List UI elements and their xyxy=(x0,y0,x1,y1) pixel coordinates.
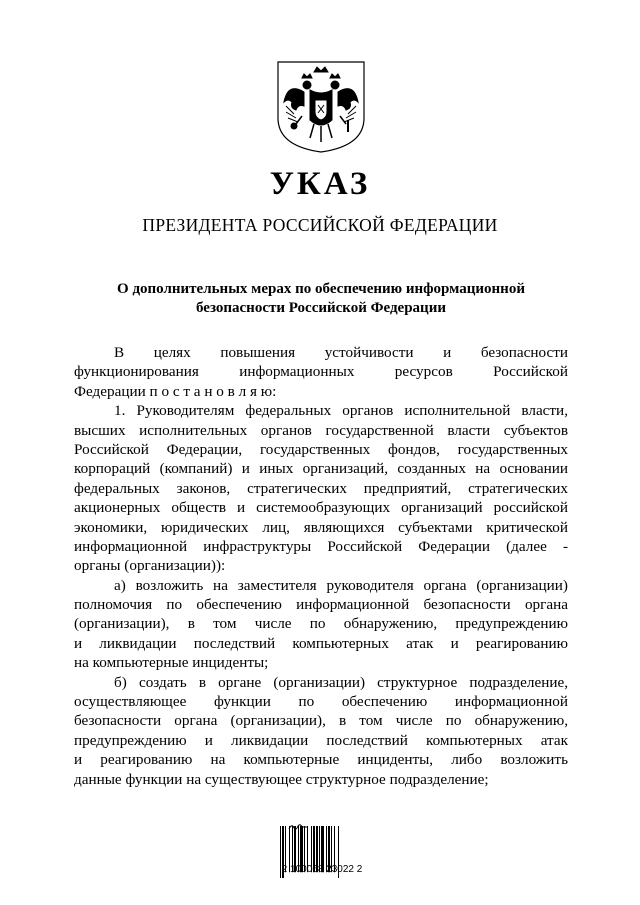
body-line: и ликвидации последствий компьютерных атак и реагированию xyxy=(74,634,568,652)
body-line: а) возложить на заместителя руководителя органа (организации) xyxy=(114,576,568,594)
document-title: УКАЗ xyxy=(269,166,371,202)
body-line: высших исполнительных органов государственной власти субъектов xyxy=(74,421,568,439)
body-line: б) создать в органе (организации) структурное подразделение, xyxy=(114,673,568,691)
body-line: на компьютерные инциденты; xyxy=(74,654,269,672)
body-line: функционирования информационных ресурсов Российской xyxy=(74,363,568,381)
body-line: 1. Руководителям федеральных органов исполнительной власти, xyxy=(114,402,568,420)
heading-line: безопасности Российской Федерации xyxy=(195,300,446,316)
coat-of-arms-icon xyxy=(274,58,368,154)
body-line: и реагированию на компьютерные инциденты, либо возложить xyxy=(74,751,568,769)
heading-line: О дополнительных мерах по обеспечению информационной xyxy=(117,281,525,297)
document-subtitle: ПРЕЗИДЕНТА РОССИЙСКОЙ ФЕДЕРАЦИИ xyxy=(142,215,498,235)
body-line: информационной инфраструктуры Российской Федерации (далее - xyxy=(74,537,568,555)
body-line: экономики, юридических лиц, являющихся субъектами критической xyxy=(74,518,568,536)
body-line: осуществляющее функции по обеспечению информационной xyxy=(74,693,568,711)
body-line: федеральных законов, стратегических предприятий, стратегических xyxy=(74,479,568,497)
decree-body xyxy=(74,343,568,789)
body-line: органы (организации)): xyxy=(74,557,226,575)
body-line: безопасности органа (организации), в том числе по обнаружению, xyxy=(74,712,568,730)
barcode-number: 2 100068 23022 2 xyxy=(281,864,363,875)
body-line: Российской Федерации, государственных фондов, государственных xyxy=(74,440,568,458)
body-line: полномочия по обеспечению информационной безопасности органа xyxy=(74,596,568,614)
body-line: предупреждению и ликвидации последствий компьютерных атак xyxy=(74,731,568,749)
body-line: (организации), в том числе по обнаружению, предупреждению xyxy=(74,615,568,633)
body-line: В целях повышения устойчивости и безопасности xyxy=(114,344,568,361)
body-line: корпораций (компаний) и иных организаций, созданных на основании xyxy=(74,460,568,478)
decree-heading xyxy=(74,280,568,318)
body-line: данные функции на существующее структурное подразделение; xyxy=(74,770,489,788)
body-line: Федерации п о с т а н о в л я ю: xyxy=(74,382,277,400)
body-line: акционерных обществ и системообразующих организаций российской xyxy=(74,499,568,517)
